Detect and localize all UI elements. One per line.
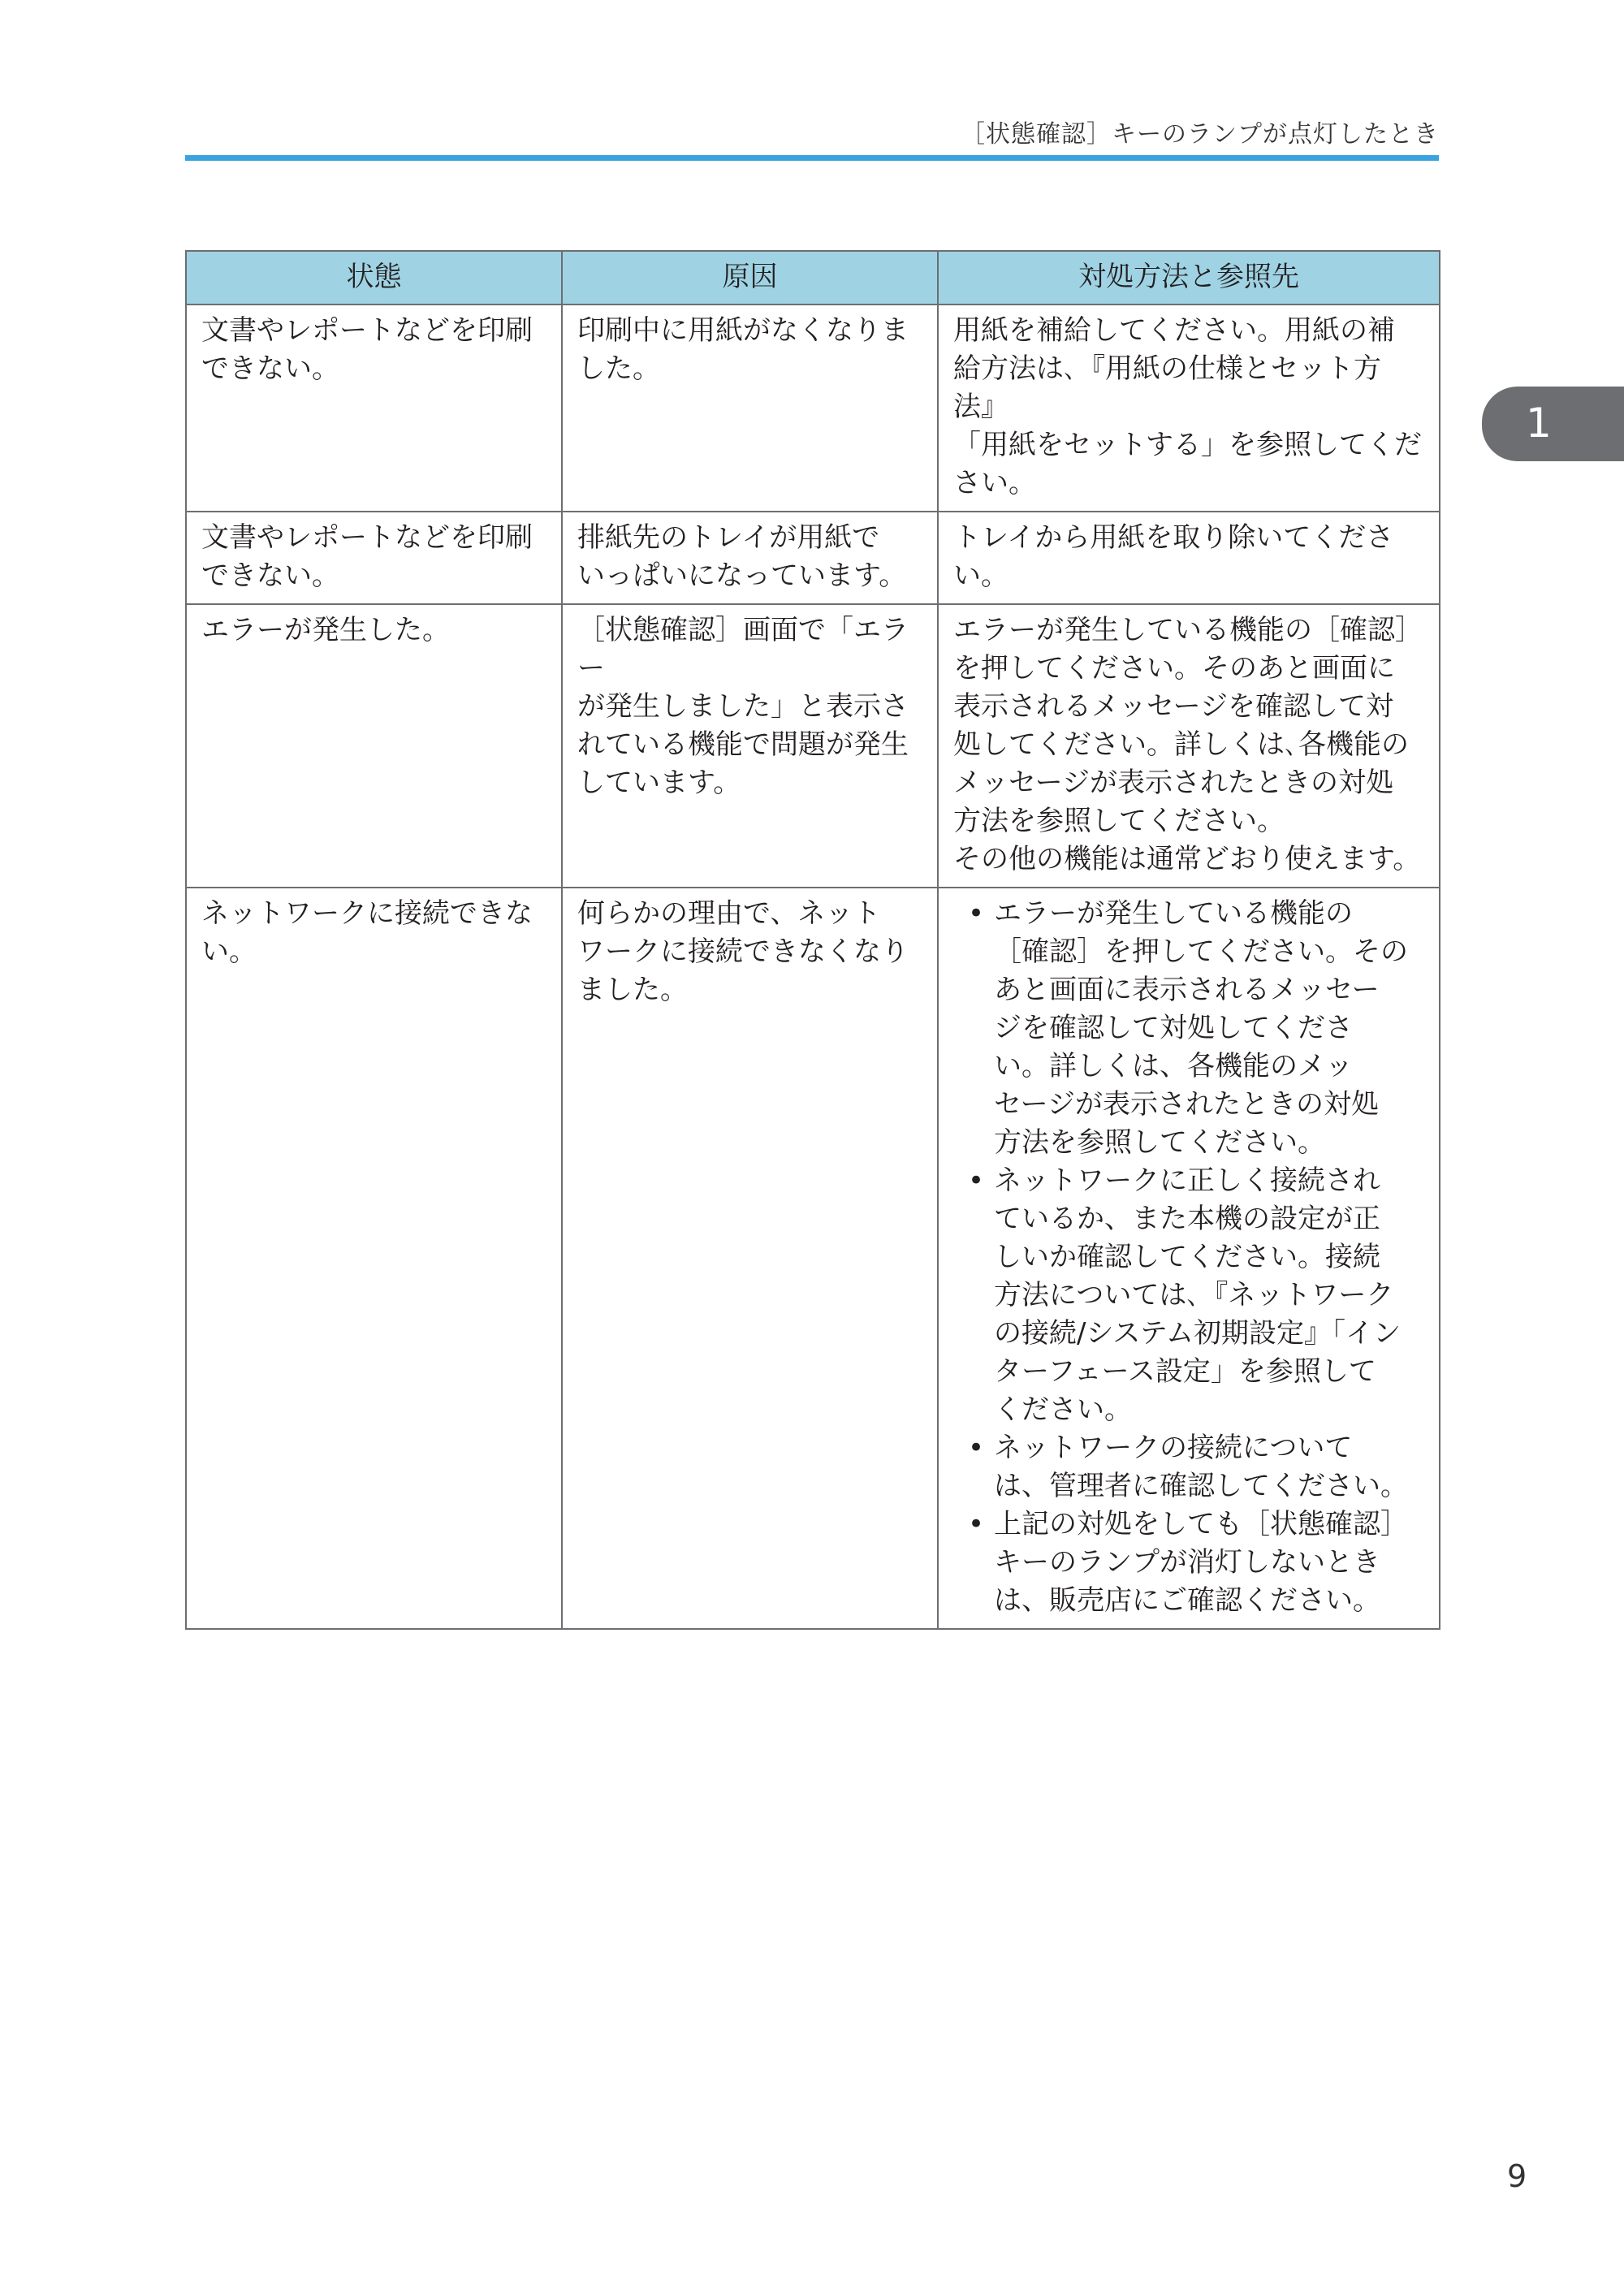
running-header: ［状態確認］キーのランプが点灯したとき: [961, 120, 1439, 149]
table-row: [186, 888, 1440, 1629]
solution-bullet-list: [953, 895, 1429, 1620]
solution-bullet-item: • ネットワークの接続について は、管理者に確認してください。: [994, 1429, 1429, 1506]
solution-cell: [938, 604, 1440, 888]
solution-cell: [938, 888, 1440, 1629]
solution-bullet-item: • エラーが発生している機能の ［確認］を押してください。その あと画面に表示されるメッセー ジを確認して対処してくださ い。詳しくは、各機能のメッ セージが表示されたときの対処 方法を参照してください。: [994, 895, 1429, 1162]
state-text: ネットワークに接続できな い。: [201, 897, 533, 968]
table-row: [186, 305, 1440, 512]
solution-cell: [938, 305, 1440, 512]
cause-cell: [562, 512, 938, 604]
table-header-row: [186, 251, 1440, 305]
state-text: 文書やレポートなどを印刷 できない。: [201, 521, 533, 592]
solution-cell: [938, 512, 1440, 604]
cause-cell: [562, 305, 938, 512]
solution-bullet-item: • ネットワークに正しく接続され ているか、また本機の設定が正 しいか確認してください。接続 方法については､『ネットワーク の接続/システム初期設定』「イン ターフェース設定」を参照して ください。: [994, 1162, 1429, 1429]
cause-text: 印刷中に用紙がなくなりま した。: [577, 314, 909, 385]
solution-text: トレイから用紙を取り除いてくださ い。: [953, 521, 1394, 592]
chapter-number: 1: [1526, 400, 1552, 447]
state-cell: [186, 888, 562, 1629]
state-cell: [186, 512, 562, 604]
page-number: 9: [1507, 2158, 1527, 2194]
table-row: [186, 604, 1440, 888]
cause-cell: [562, 888, 938, 1629]
solution-bullet-item: • 上記の対処をしても［状態確認］ キーのランプが消灯しないとき は、販売店にご確認ください。: [994, 1506, 1429, 1620]
column-header-state: 状態: [186, 251, 562, 305]
solution-text: 用紙を補給してください。用紙の補 給方法は､『用紙の仕様とセット方法』 「用紙をセットする」を参照してくだ さい。: [953, 314, 1422, 499]
state-cell: [186, 604, 562, 888]
solution-text: エラーが発生している機能の［確認］ を押してください。そのあと画面に 表示されるメッセージを確認して対 処してください。詳しくは､各機能の メッセージが表示されたときの対処 方法を参照してください。 その他の機能は通常どおり使えます。: [953, 614, 1423, 875]
cause-cell: [562, 604, 938, 888]
state-text: 文書やレポートなどを印刷 できない。: [201, 314, 533, 385]
column-header-solution: 対処方法と参照先: [938, 251, 1440, 305]
table-row: [186, 512, 1440, 604]
cause-text: 何らかの理由で、ネット ワークに接続できなくなり ました。: [577, 897, 909, 1006]
column-header-cause: 原因: [562, 251, 938, 305]
state-text: エラーが発生した。: [201, 614, 450, 646]
header-rule: [185, 155, 1439, 161]
state-cell: [186, 305, 562, 512]
chapter-tab: [1482, 387, 1624, 461]
cause-text: 排紙先のトレイが用紙で いっぱいになっています。: [577, 521, 907, 592]
troubleshooting-table: [185, 250, 1440, 1630]
cause-text: ［状態確認］画面で「エラー が発生しました」と表示さ れている機能で問題が発生 しています。: [577, 614, 909, 799]
